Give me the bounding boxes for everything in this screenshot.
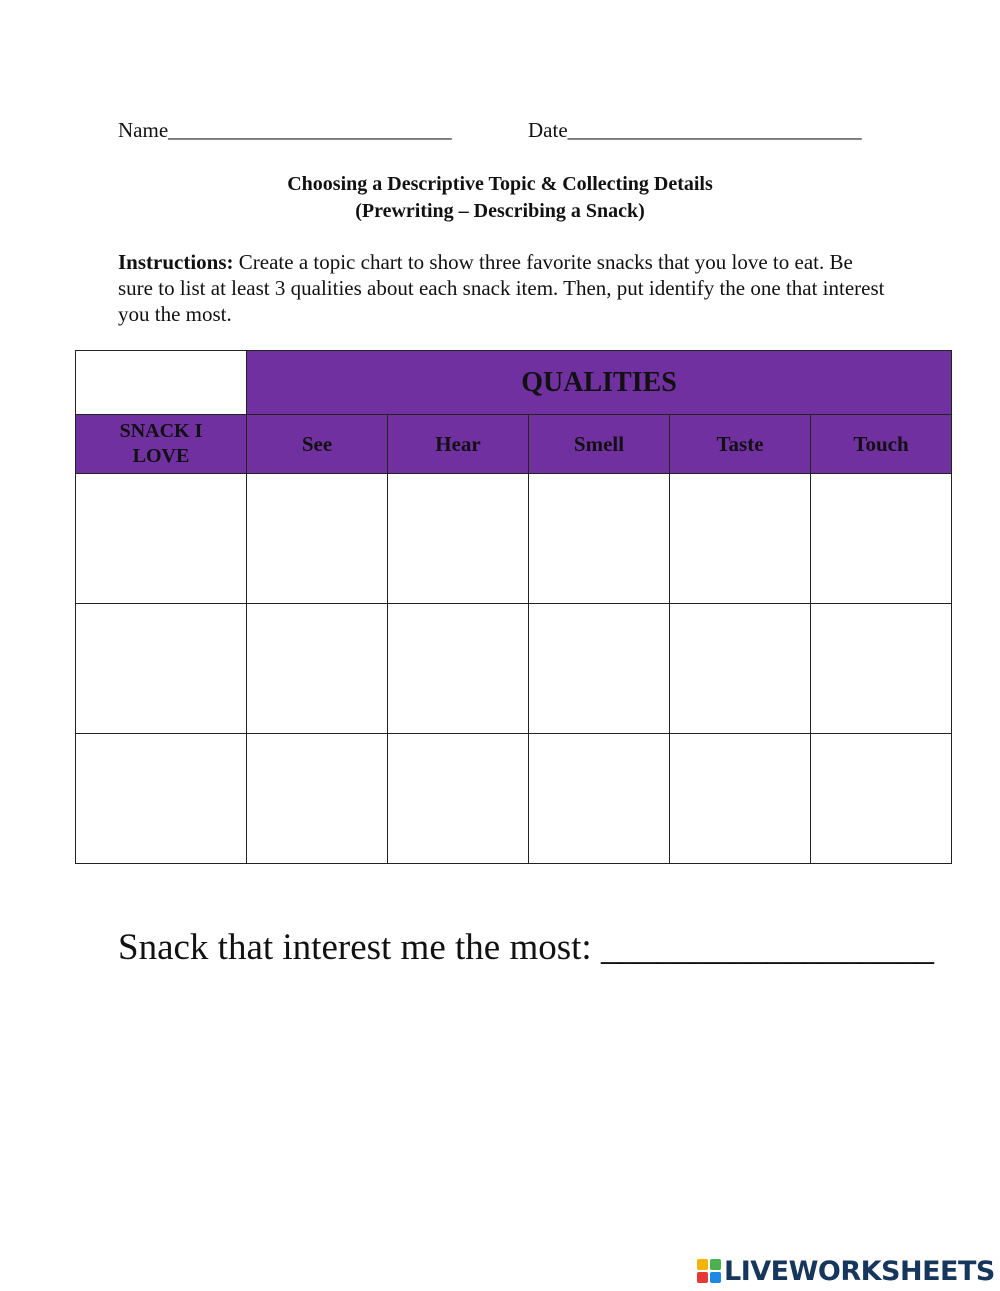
taste-cell[interactable] (670, 474, 811, 604)
see-cell[interactable] (247, 734, 388, 864)
snack-cell[interactable] (76, 474, 247, 604)
snack-header-line-1: SNACK I (119, 420, 203, 442)
column-header-taste: Taste (670, 415, 811, 474)
topic-chart (75, 350, 952, 864)
touch-cell[interactable] (811, 474, 952, 604)
instructions-label: Instructions: (118, 250, 234, 274)
hear-cell[interactable] (388, 734, 529, 864)
logo-block (697, 1272, 708, 1283)
title-line-2: (Prewriting – Describing a Snack) (355, 200, 645, 222)
smell-cell[interactable] (529, 604, 670, 734)
hear-cell[interactable] (388, 604, 529, 734)
column-header-hear: Hear (388, 415, 529, 474)
column-header-smell: Smell (529, 415, 670, 474)
snack-cell[interactable] (76, 734, 247, 864)
date-field[interactable]: Date____________________________ (528, 118, 862, 142)
column-header-see: See (247, 415, 388, 474)
see-cell[interactable] (247, 604, 388, 734)
liveworksheets-logo (697, 1256, 995, 1286)
table-row (76, 474, 952, 604)
corner-cell (76, 351, 247, 415)
smell-cell[interactable] (529, 734, 670, 864)
worksheet-title (0, 171, 1000, 225)
column-header-touch: Touch (811, 415, 952, 474)
qualities-header: QUALITIES (247, 351, 952, 415)
instructions-text: Create a topic chart to show three favorite snacks that you love to eat. Be sure to list at least 3 qualities about each snack item. Then, put identify the one that interest you the most. (118, 250, 885, 326)
hear-cell[interactable] (388, 474, 529, 604)
smell-cell[interactable] (529, 474, 670, 604)
logo-block (710, 1272, 721, 1283)
touch-cell[interactable] (811, 734, 952, 864)
touch-cell[interactable] (811, 604, 952, 734)
instructions (118, 249, 888, 327)
name-field[interactable]: Name___________________________ (118, 118, 452, 142)
snack-header-line-2: LOVE (132, 445, 190, 467)
taste-cell[interactable] (670, 604, 811, 734)
snack-header (76, 415, 247, 474)
logo-text: LIVEWORKSHEETS (724, 1255, 995, 1287)
see-cell[interactable] (247, 474, 388, 604)
table-row (76, 604, 952, 734)
title-line-1: Choosing a Descriptive Topic & Collecting Details (287, 173, 713, 195)
logo-block (697, 1259, 708, 1270)
snack-cell[interactable] (76, 604, 247, 734)
favorite-snack-prompt[interactable]: Snack that interest me the most: __________________ (118, 927, 934, 968)
logo-blocks-icon (697, 1259, 721, 1283)
table-row (76, 734, 952, 864)
taste-cell[interactable] (670, 734, 811, 864)
logo-block (710, 1259, 721, 1270)
